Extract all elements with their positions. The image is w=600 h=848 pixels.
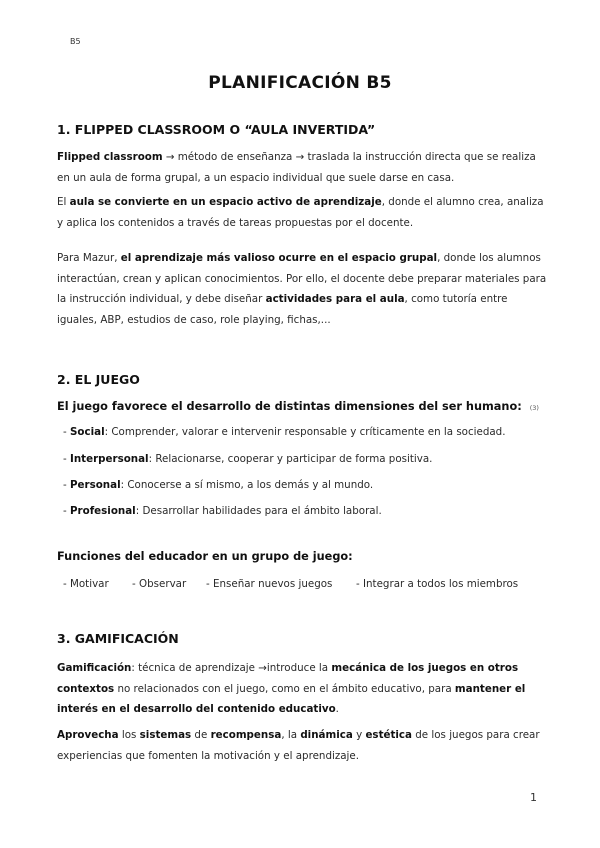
- section-3-heading: 3. GAMIFICACIÓN: [57, 631, 179, 646]
- function-item: - Enseñar nuevos juegos: [206, 578, 333, 590]
- list-item: - Social: Comprender, valorar e intervenir responsable y críticamente en la sociedad.: [63, 426, 506, 438]
- page-title: PLANIFICACIÓN B5: [208, 73, 392, 93]
- list-item: - Personal: Conocerse a sí mismo, a los demás y al mundo.: [63, 479, 374, 491]
- section-1-paragraph-3: Para Mazur, el aprendizaje más valioso ocurre en el espacio grupal, donde los alumnos interactúan, crean y aplican conocimientos. Por ello, el docente debe preparar materiales para la instrucción individual, y debe diseñar actividades para el aula, como tutoría entre iguales, ABP, estudios de caso, role playing, fichas,...: [57, 252, 547, 326]
- reference-marker: (3): [529, 404, 539, 412]
- section-1-paragraph-1: Flipped classroom → método de enseñanza → traslada la instrucción directa que se realiza en un aula de forma grupal, a un espacio individual que suele darse en casa.: [57, 151, 536, 184]
- section-2-subheading-2: Funciones del educador en un grupo de juego:: [57, 550, 353, 563]
- function-item: - Observar: [132, 578, 187, 590]
- page-number: 1: [530, 791, 537, 804]
- section-1-paragraph-2: El aula se convierte en un espacio activo de aprendizaje, donde el alumno crea, analiza y aplica los contenidos a través de tareas propuestas por el docente.: [57, 196, 544, 229]
- list-item: - Profesional: Desarrollar habilidades para el ámbito laboral.: [63, 505, 382, 517]
- section-2-subheading-1: El juego favorece el desarrollo de distintas dimensiones del ser humano: (3): [57, 400, 539, 413]
- header-tag: B5: [70, 37, 81, 46]
- section-2-heading: 2. EL JUEGO: [57, 372, 140, 387]
- section-3-paragraph-2: Aprovecha los sistemas de recompensa, la dinámica y estética de los juegos para crear experiencias que fomenten la motivación y el aprendizaje.: [57, 729, 540, 762]
- function-item: - Motivar: [63, 578, 109, 590]
- function-item: - Integrar a todos los miembros: [356, 578, 519, 590]
- section-1-heading: 1. FLIPPED CLASSROOM O “AULA INVERTIDA”: [57, 122, 376, 137]
- section-3-paragraph-1: Gamificación: técnica de aprendizaje →introduce la mecánica de los juegos en otros contextos no relacionados con el juego, como en el ámbito educativo, para mantener el interés en el desarrollo del contenido educativo.: [57, 662, 526, 715]
- term-flipped-classroom: Flipped classroom: [57, 151, 163, 163]
- list-item: - Interpersonal: Relacionarse, cooperar y participar de forma positiva.: [63, 453, 433, 465]
